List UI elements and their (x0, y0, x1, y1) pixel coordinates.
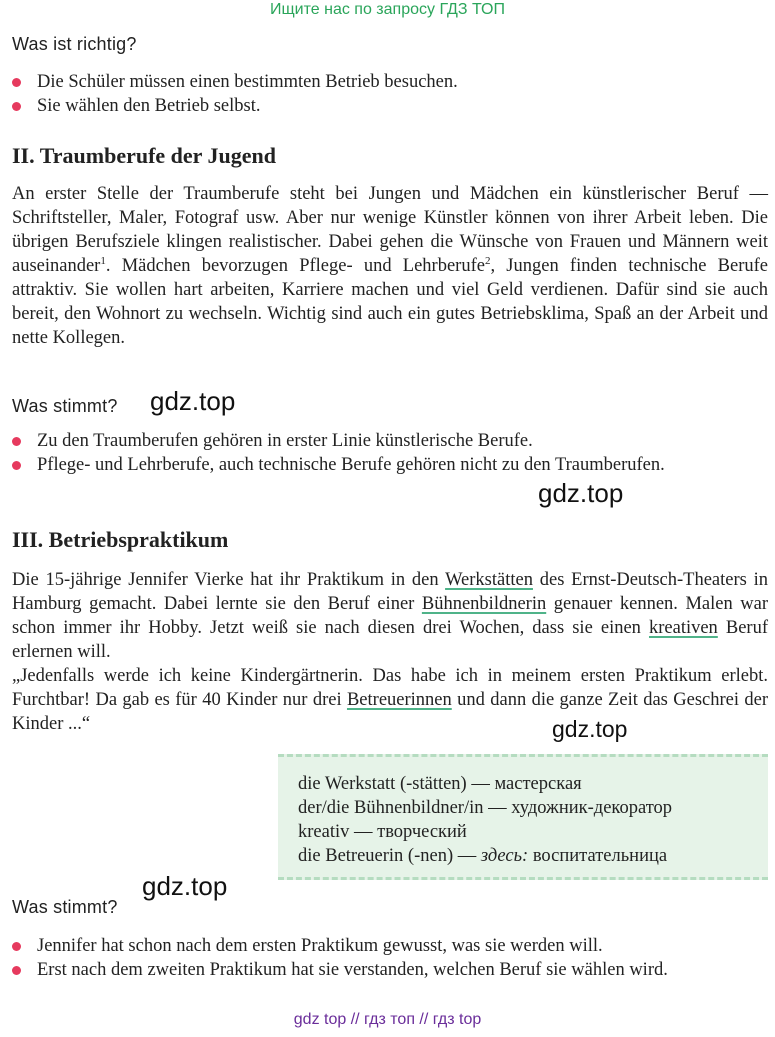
section-title-2: II. Traumberufe der Jugend (12, 143, 277, 168)
answer-list-1 (12, 70, 768, 118)
top-banner: Ищите нас по запросу ГДЗ ТОП (270, 1, 505, 18)
vocabulary-list (298, 772, 672, 868)
footer-watermark: gdz top // гдз топ // гдз top (293, 1011, 482, 1028)
section-2-paragraph: An erster Stelle der Traumberufe steht bei Jungen und Mädchen ein künstlerischer Beruf — Schriftsteller, Maler, Fotograf usw. Aber nur wenige Künstler können von ihrer Arbeit leben. Die übrigen Berufsziele klingen realistischer. Dabei gehen die Wünsche von Frauen und Männern weit auseinander$^1$. Mädchen bevorzugen Pflege- und Lehrberufe$^2$, Jungen finden technische Berufe attraktiv. Sie wollen hart arbeiten, Karriere machen und viel Geld verdienen. Dafür sind sie auch bereit, den Wohnort zu wechseln. Wichtig sind auch ein gutes Betriebsklima, Spaß an der Arbeit und nette Kollegen. (12, 184, 768, 348)
footnote-marker: 1 (100, 254, 106, 267)
vocab-entry: die Werkstatt (-stätten) — мастерская (298, 774, 582, 794)
bullet-icon (12, 78, 21, 87)
bullet-icon (12, 966, 21, 975)
vocab-entry: kreativ — творческий (298, 822, 467, 842)
bullet-icon (12, 102, 21, 111)
answer-option[interactable]: Pflege- und Lehrberufe, auch technische Berufe gehören nicht zu den Traumberufen. (12, 453, 768, 477)
watermark: gdz.top (150, 386, 236, 416)
answer-option[interactable]: Zu den Traumberufen gehören in erster Linie künstlerische Berufe. (12, 429, 768, 453)
question-1: Was ist richtig? (12, 34, 137, 54)
answer-list-2 (12, 429, 768, 477)
vocab-word: Betreuerinnen (346, 690, 452, 710)
question-2: Was stimmt? (12, 396, 118, 416)
question-3: Was stimmt? (12, 897, 118, 917)
section-3-paragraph: Die 15-jährige Jennifer Vierke hat ihr Praktikum in den Werkstätten des Ernst-Deutsch-Theaters in Hamburg gemacht. Dabei lernte sie den Beruf einer Bühnenbildnerin genauer kennen. Malen war schon immer ihr Hobby. Jetzt weiß sie nach diesen drei Wochen, dass sie einen kreativen Beruf erlernen will. „Jedenfalls werde ich keine Kindergärtnerin. Das habe ich in meinem ersten Praktikum erlebt. Furchtbar! Da gab es für 40 Kinder nur drei Betreuerinnen und dann die ganze Zeit das Geschrei der Kinder ...“ (12, 570, 769, 734)
answer-option[interactable]: Jennifer hat schon nach dem ersten Praktikum gewusst, was sie werden will. (12, 934, 768, 958)
bullet-icon (12, 461, 21, 470)
answer-option[interactable]: Die Schüler müssen einen bestimmten Betrieb besuchen. (12, 70, 768, 94)
answer-option[interactable]: Erst nach dem zweiten Praktikum hat sie verstanden, welchen Beruf sie wählen wird. (12, 958, 768, 982)
watermark: gdz.top (552, 716, 628, 742)
answer-list-3 (12, 934, 768, 982)
vocab-word: kreativen (648, 618, 718, 638)
footnote-marker: 2 (484, 254, 491, 267)
vocab-entry: die Betreuerin (-nen) — здесь: воспитательница (298, 846, 668, 866)
section-title-3: III. Betriebspraktikum (12, 527, 229, 552)
vocab-entry: der/die Bühnenbildner/in — художник-декоратор (298, 798, 673, 818)
vocab-word: Bühnenbildnerin (421, 594, 547, 614)
bullet-icon (12, 942, 21, 951)
vocab-word: Werkstätten (445, 570, 533, 590)
answer-option[interactable]: Sie wählen den Betrieb selbst. (12, 94, 768, 118)
watermark: gdz.top (538, 478, 624, 508)
bullet-icon (12, 437, 21, 446)
watermark: gdz.top (142, 871, 228, 901)
